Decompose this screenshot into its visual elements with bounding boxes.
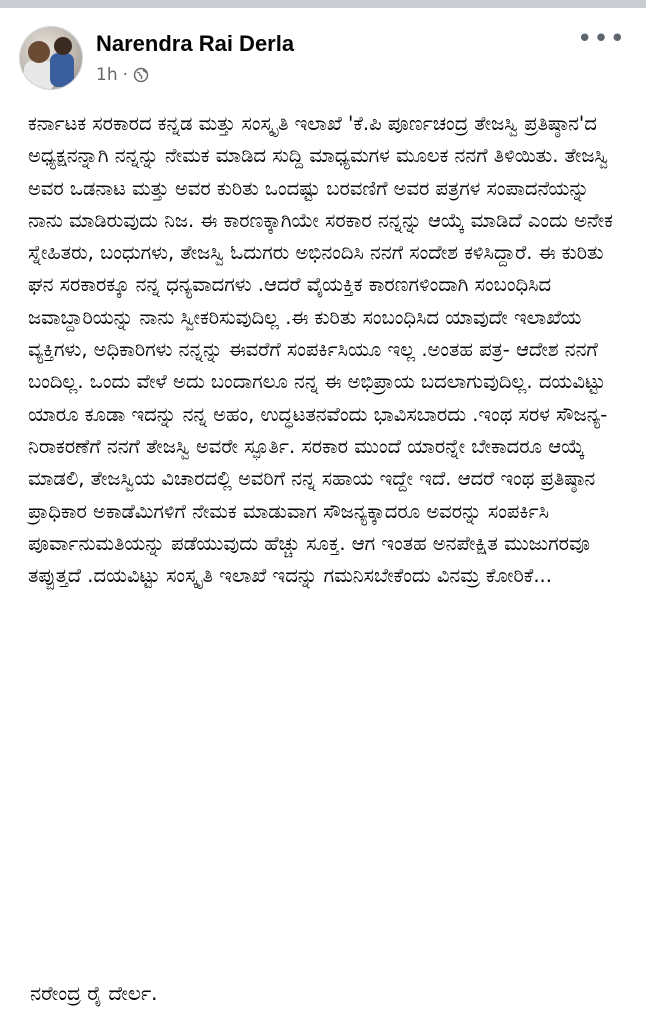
post-body-text: ಕರ್ನಾಟಕ ಸರಕಾರದ ಕನ್ನಡ ಮತ್ತು ಸಂಸ್ಕೃತಿ ಇಲಾಖೆ 'ಕೆ.ಪಿ ಪೂರ್ಣಚಂದ್ರ ತೇಜಸ್ವಿ ಪ್ರತಿಷ್ಠಾನ'ದ ಅಧ್ಯಕ್ಷನನ್ನಾಗಿ ನನ್ನನ್ನು ನೇಮಕ ಮಾಡಿದ ಸುದ್ದಿ ಮಾಧ್ಯಮಗಳ ಮೂಲಕ ನನಗೆ ತಿಳಿಯಿತು. ತೇಜಸ್ವಿ ಅವರ ಒಡನಾಟ ಮತ್ತು ಅವರ ಕುರಿತು ಒಂದಷ್ಟು ಬರವಣಿಗೆ ಅವರ ಪತ್ರಗಳ ಸಂಪಾದನೆಯನ್ನು ನಾನು ಮಾಡಿರುವುದು ನಿಜ. ಈ ಕಾರಣಕ್ಕಾಗಿಯೇ ಸರಕಾರ ನನ್ನನ್ನು ಆಯ್ಕೆ ಮಾಡಿದೆ ಎಂದು ಅನೇಕ ಸ್ನೇಹಿತರು, ಬಂಧುಗಳು, ತೇಜಸ್ವಿ ಓದುಗರು ಅಭಿನಂದಿಸಿ ನನಗೆ ಸಂದೇಶ ಕಳಿಸಿದ್ದಾರೆ. ಈ ಕುರಿತು ಘನ ಸರಕಾರಕ್ಕೂ ನನ್ನ ಧನ್ಯವಾದಗಳು .ಆದರೆ ವೈಯಕ್ತಿಕ ಕಾರಣಗಳಿಂದಾಗಿ ಸಂಬಂಧಿಸಿದ ಜವಾಬ್ದಾರಿಯನ್ನು ನಾನು ಸ್ವೀಕರಿಸುವುದಿಲ್ಲ .ಈ ಕುರಿತು ಸಂಬಂಧಿಸಿದ ಯಾವುದೇ ಇಲಾಖೆಯ ವ್ಯಕ್ತಿಗಳು, ಅಧಿಕಾರಿಗಳು ನನ್ನನ್ನು ಈವರೆಗೆ ಸಂಪರ್ಕಿಸಿಯೂ ಇಲ್ಲ .ಅಂತಹ ಪತ್ರ- ಆದೇಶ ನನಗೆ ಬಂದಿಲ್ಲ. ಒಂದು ವೇಳೆ ಅದು ಬಂದಾಗಲೂ ನನ್ನ ಈ ಅಭಿಪ್ರಾಯ ಬದಲಾಗುವುದಿಲ್ಲ. ದಯವಿಟ್ಟು ಯಾರೂ ಕೂಡಾ ಇದನ್ನು ನನ್ನ ಅಹಂ, ಉದ್ಧಟತನವೆಂದು ಭಾವಿಸಬಾರದು .ಇಂಥ ಸರಳ ಸೌಜನ್ಯ- ನಿರಾಕರಣೆಗೆ ನನಗೆ ತೇಜಸ್ವಿ ಅವರೇ ಸ್ಫೂರ್ತಿ. ಸರಕಾರ ಮುಂದೆ ಯಾರನ್ನೇ ಬೇಕಾದರೂ ಆಯ್ಕೆ ಮಾಡಲಿ, ತೇಜಸ್ವಿಯ ವಿಚಾರದಲ್ಲಿ ಅವರಿಗೆ ನನ್ನ ಸಹಾಯ ಇದ್ದೇ ಇದೆ. ಆದರೆ ಇಂಥ ಪ್ರತಿಷ್ಠಾನ ಪ್ರಾಧಿಕಾರ ಅಕಾಡೆಮಿಗಳಿಗೆ ನೇಮಕ ಮಾಡುವಾಗ ಸೌಜನ್ಯಕ್ಕಾದರೂ ಅವರನ್ನು ಸಂಪರ್ಕಿಸಿ ಪೂರ್ವಾನುಮತಿಯನ್ನು ಪಡೆಯುವುದು ಹೆಚ್ಚು ಸೂಕ್ತ. ಆಗ ಇಂತಹ ಅನಪೇಕ್ಷಿತ ಮುಜುಗರವೂ ತಪ್ಪುತ್ತದೆ .ದಯವಿಟ್ಟು ಸಂಸ್ಕೃತಿ ಇಲಾಖೆ ಇದನ್ನು ಗಮನಿಸಬೇಕೆಂದು ವಿನಮ್ರ ಕೋರಿಕೆ... (28, 112, 613, 588)
avatar[interactable] (20, 27, 82, 89)
post-meta (96, 65, 149, 85)
post-header (20, 24, 626, 97)
post-signature: ನರೇಂದ್ರ ರೈ ದೇರ್ಲ. (30, 981, 158, 1005)
globe-icon (133, 67, 149, 83)
top-divider (0, 0, 646, 8)
post-text (28, 108, 618, 592)
meta-separator: · (122, 65, 128, 85)
author-name[interactable]: Narendra Rai Derla (96, 31, 295, 56)
more-options-icon[interactable]: ••• (576, 24, 626, 54)
post-time[interactable]: 1h (96, 65, 118, 85)
